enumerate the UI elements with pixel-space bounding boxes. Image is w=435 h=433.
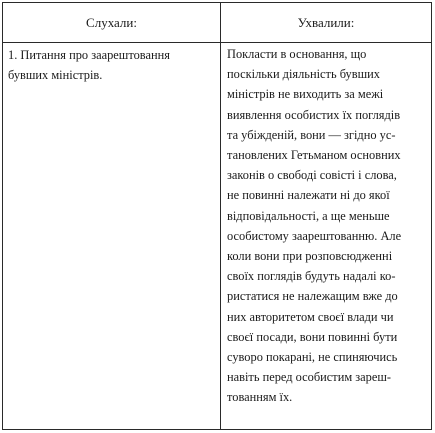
resolved-line: тованням їх. <box>227 390 293 405</box>
resolved-line: ристатися не належащим вже до <box>227 289 398 304</box>
resolved-line: суворо покарані, не спиняючись <box>227 350 398 365</box>
resolved-line: навіть перед особистим зареш- <box>227 370 392 385</box>
resolved-line: поскільки діяльність бувших <box>227 67 380 82</box>
resolved-line: міністрів не виходить за межі <box>227 87 384 102</box>
heard-cell <box>3 43 221 429</box>
minutes-table <box>2 2 432 430</box>
resolved-line: не повинні належати ні до якої <box>227 188 390 203</box>
heard-line: бувших міністрів. <box>8 68 103 83</box>
resolved-line: них авторитетом своєї влади чи <box>227 309 394 324</box>
resolved-line: законів о свободі совісті і слова, <box>227 168 397 183</box>
table-header-row <box>3 3 431 43</box>
heard-line: 1. Питання про заарештовання <box>8 48 170 62</box>
resolved-line: відповідальності, а ще меньше <box>227 208 390 223</box>
resolved-line: тановлених Гетьманом основних <box>227 148 401 163</box>
resolved-line: особистому заарештованню. Але <box>227 228 402 243</box>
resolved-cell <box>221 43 431 429</box>
resolved-line: коли вони при розповсюдженні <box>227 249 393 264</box>
header-heard: Слухали: <box>3 3 221 42</box>
resolved-line: своєї посади, вони повинні бути <box>227 329 398 344</box>
header-resolved: Ухвалили: <box>297 14 355 30</box>
resolved-line: Покласти в основання, що <box>227 47 367 61</box>
table-row <box>3 43 431 429</box>
resolved-line: своїх поглядів будуть надалі ко- <box>227 269 396 284</box>
resolved-line: виявлення особистих їх поглядів <box>227 107 401 122</box>
resolved-line: та убіжденій, вони — згідно ус- <box>227 127 396 142</box>
